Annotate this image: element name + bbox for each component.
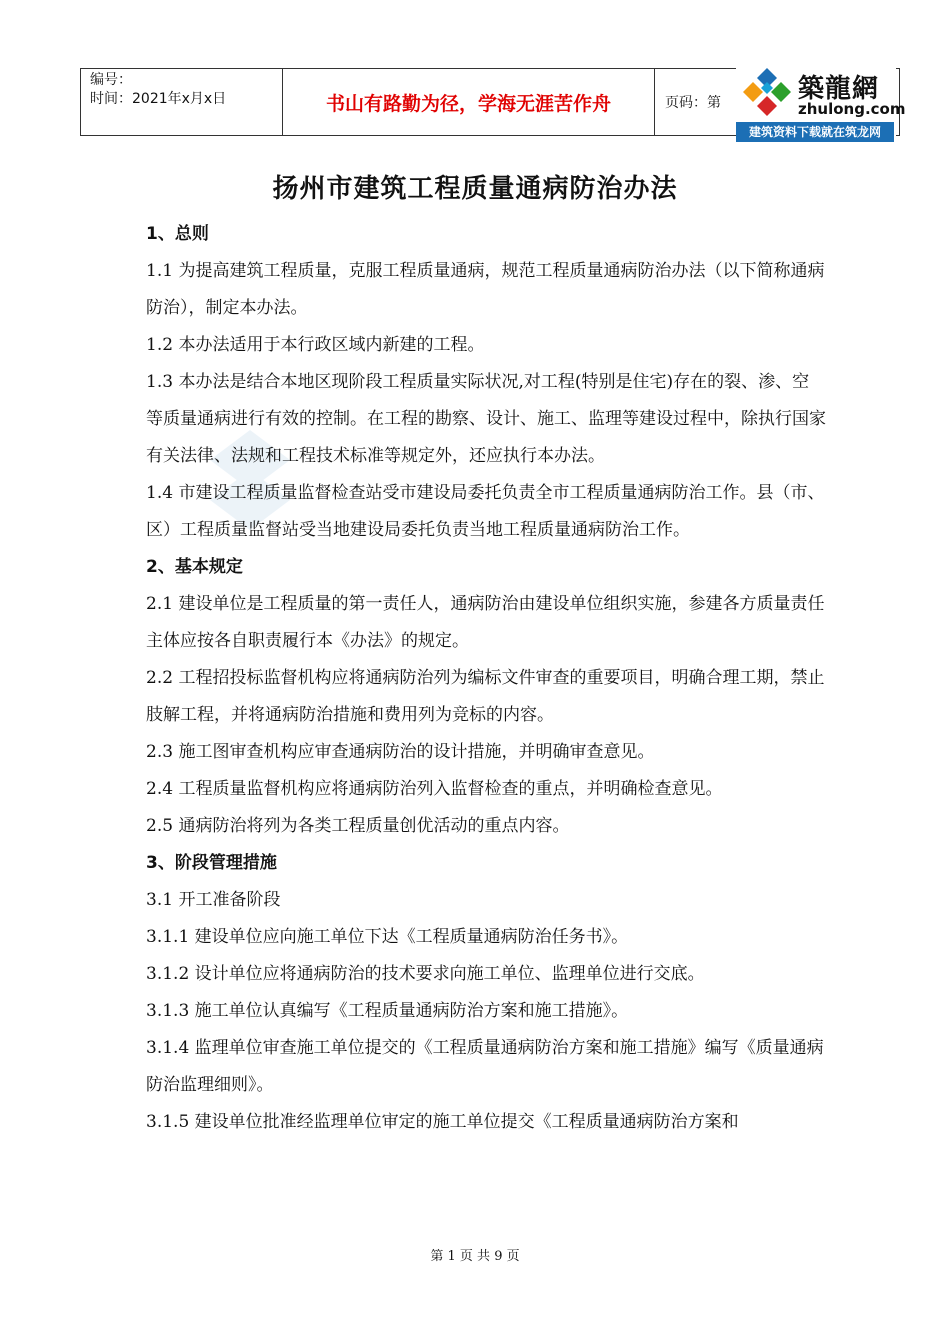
paragraph: 3.1.3 施工单位认真编写《工程质量通病防治方案和施工措施》。 [146, 1001, 629, 1021]
paragraph: 1.1 为提高建筑工程质量，克服工程质量通病，规范工程质量通病防治办法（以下简称通病防治），制定本办法。 [146, 261, 825, 318]
document-title: 扬州市建筑工程质量通病防治办法 [272, 174, 678, 204]
zhulong-logo [736, 66, 906, 142]
section-heading: 1、总则 [146, 224, 209, 244]
zhulong-mark-icon [738, 66, 796, 122]
header-meta [81, 69, 283, 135]
paragraph: 2.1 建设单位是工程质量的第一责任人，通病防治由建设单位组织实施，参建各方质量责任主体应按各自职责履行本《办法》的规定。 [146, 594, 825, 651]
paragraph: 3.1.5 建设单位批准经监理单位审定的施工单位提交《工程质量通病防治方案和 [146, 1112, 739, 1132]
paragraph: 2.5 通病防治将列为各类工程质量创优活动的重点内容。 [146, 816, 570, 836]
section-heading: 2、基本规定 [146, 557, 243, 577]
page-label: 页码：第 [665, 95, 721, 111]
logo-name-en: zhulong.com [798, 100, 906, 118]
page-footer: 第 1 页 共 9 页 [430, 1249, 520, 1264]
paragraph: 3.1 开工准备阶段 [146, 890, 281, 910]
logo-tagline: 建筑资料下载就在筑龙网 [736, 122, 894, 142]
paragraph: 2.3 施工图审查机构应审查通病防治的设计措施，并明确审查意见。 [146, 742, 655, 762]
time-label: 时间：2021年x月x日 [90, 91, 227, 107]
logo-name-cn: 築龍網 [798, 74, 880, 104]
paragraph: 2.2 工程招投标监督机构应将通病防治列为编标文件审查的重要项目，明确合理工期，禁止肢解工程，并将通病防治措施和费用列为竞标的内容。 [146, 668, 825, 725]
paragraph: 3.1.2 设计单位应将通病防治的技术要求向施工单位、监理单位进行交底。 [146, 964, 705, 984]
header-motto: 书山有路勤为径，学海无涯苦作舟 [283, 69, 655, 135]
number-label: 编号： [90, 72, 132, 88]
paragraph: 1.2 本办法适用于本行政区域内新建的工程。 [146, 335, 485, 355]
paragraph: 1.4 市建设工程质量监督检查站受市建设局委托负责全市工程质量通病防治工作。县（市、区）工程质量监督站受当地建设局委托负责当地工程质量通病防治工作。 [146, 483, 825, 540]
paragraph: 3.1.1 建设单位应向施工单位下达《工程质量通病防治任务书》。 [146, 927, 629, 947]
document-body [146, 216, 826, 1141]
paragraph: 2.4 工程质量监督机构应将通病防治列入监督检查的重点，并明确检查意见。 [146, 779, 723, 799]
section-heading: 3、阶段管理措施 [146, 853, 277, 873]
paragraph: 1.3 本办法是结合本地区现阶段工程质量实际状况,对工程(特别是住宅)存在的裂、渗、空等质量通病进行有效的控制。在工程的勘察、设计、施工、监理等建设过程中，除执行国家有关法律、法规和工程技术标准等规定外，还应执行本办法。 [146, 372, 826, 466]
paragraph: 3.1.4 监理单位审查施工单位提交的《工程质量通病防治方案和施工措施》编写《质量通病防治监理细则》。 [146, 1038, 824, 1095]
